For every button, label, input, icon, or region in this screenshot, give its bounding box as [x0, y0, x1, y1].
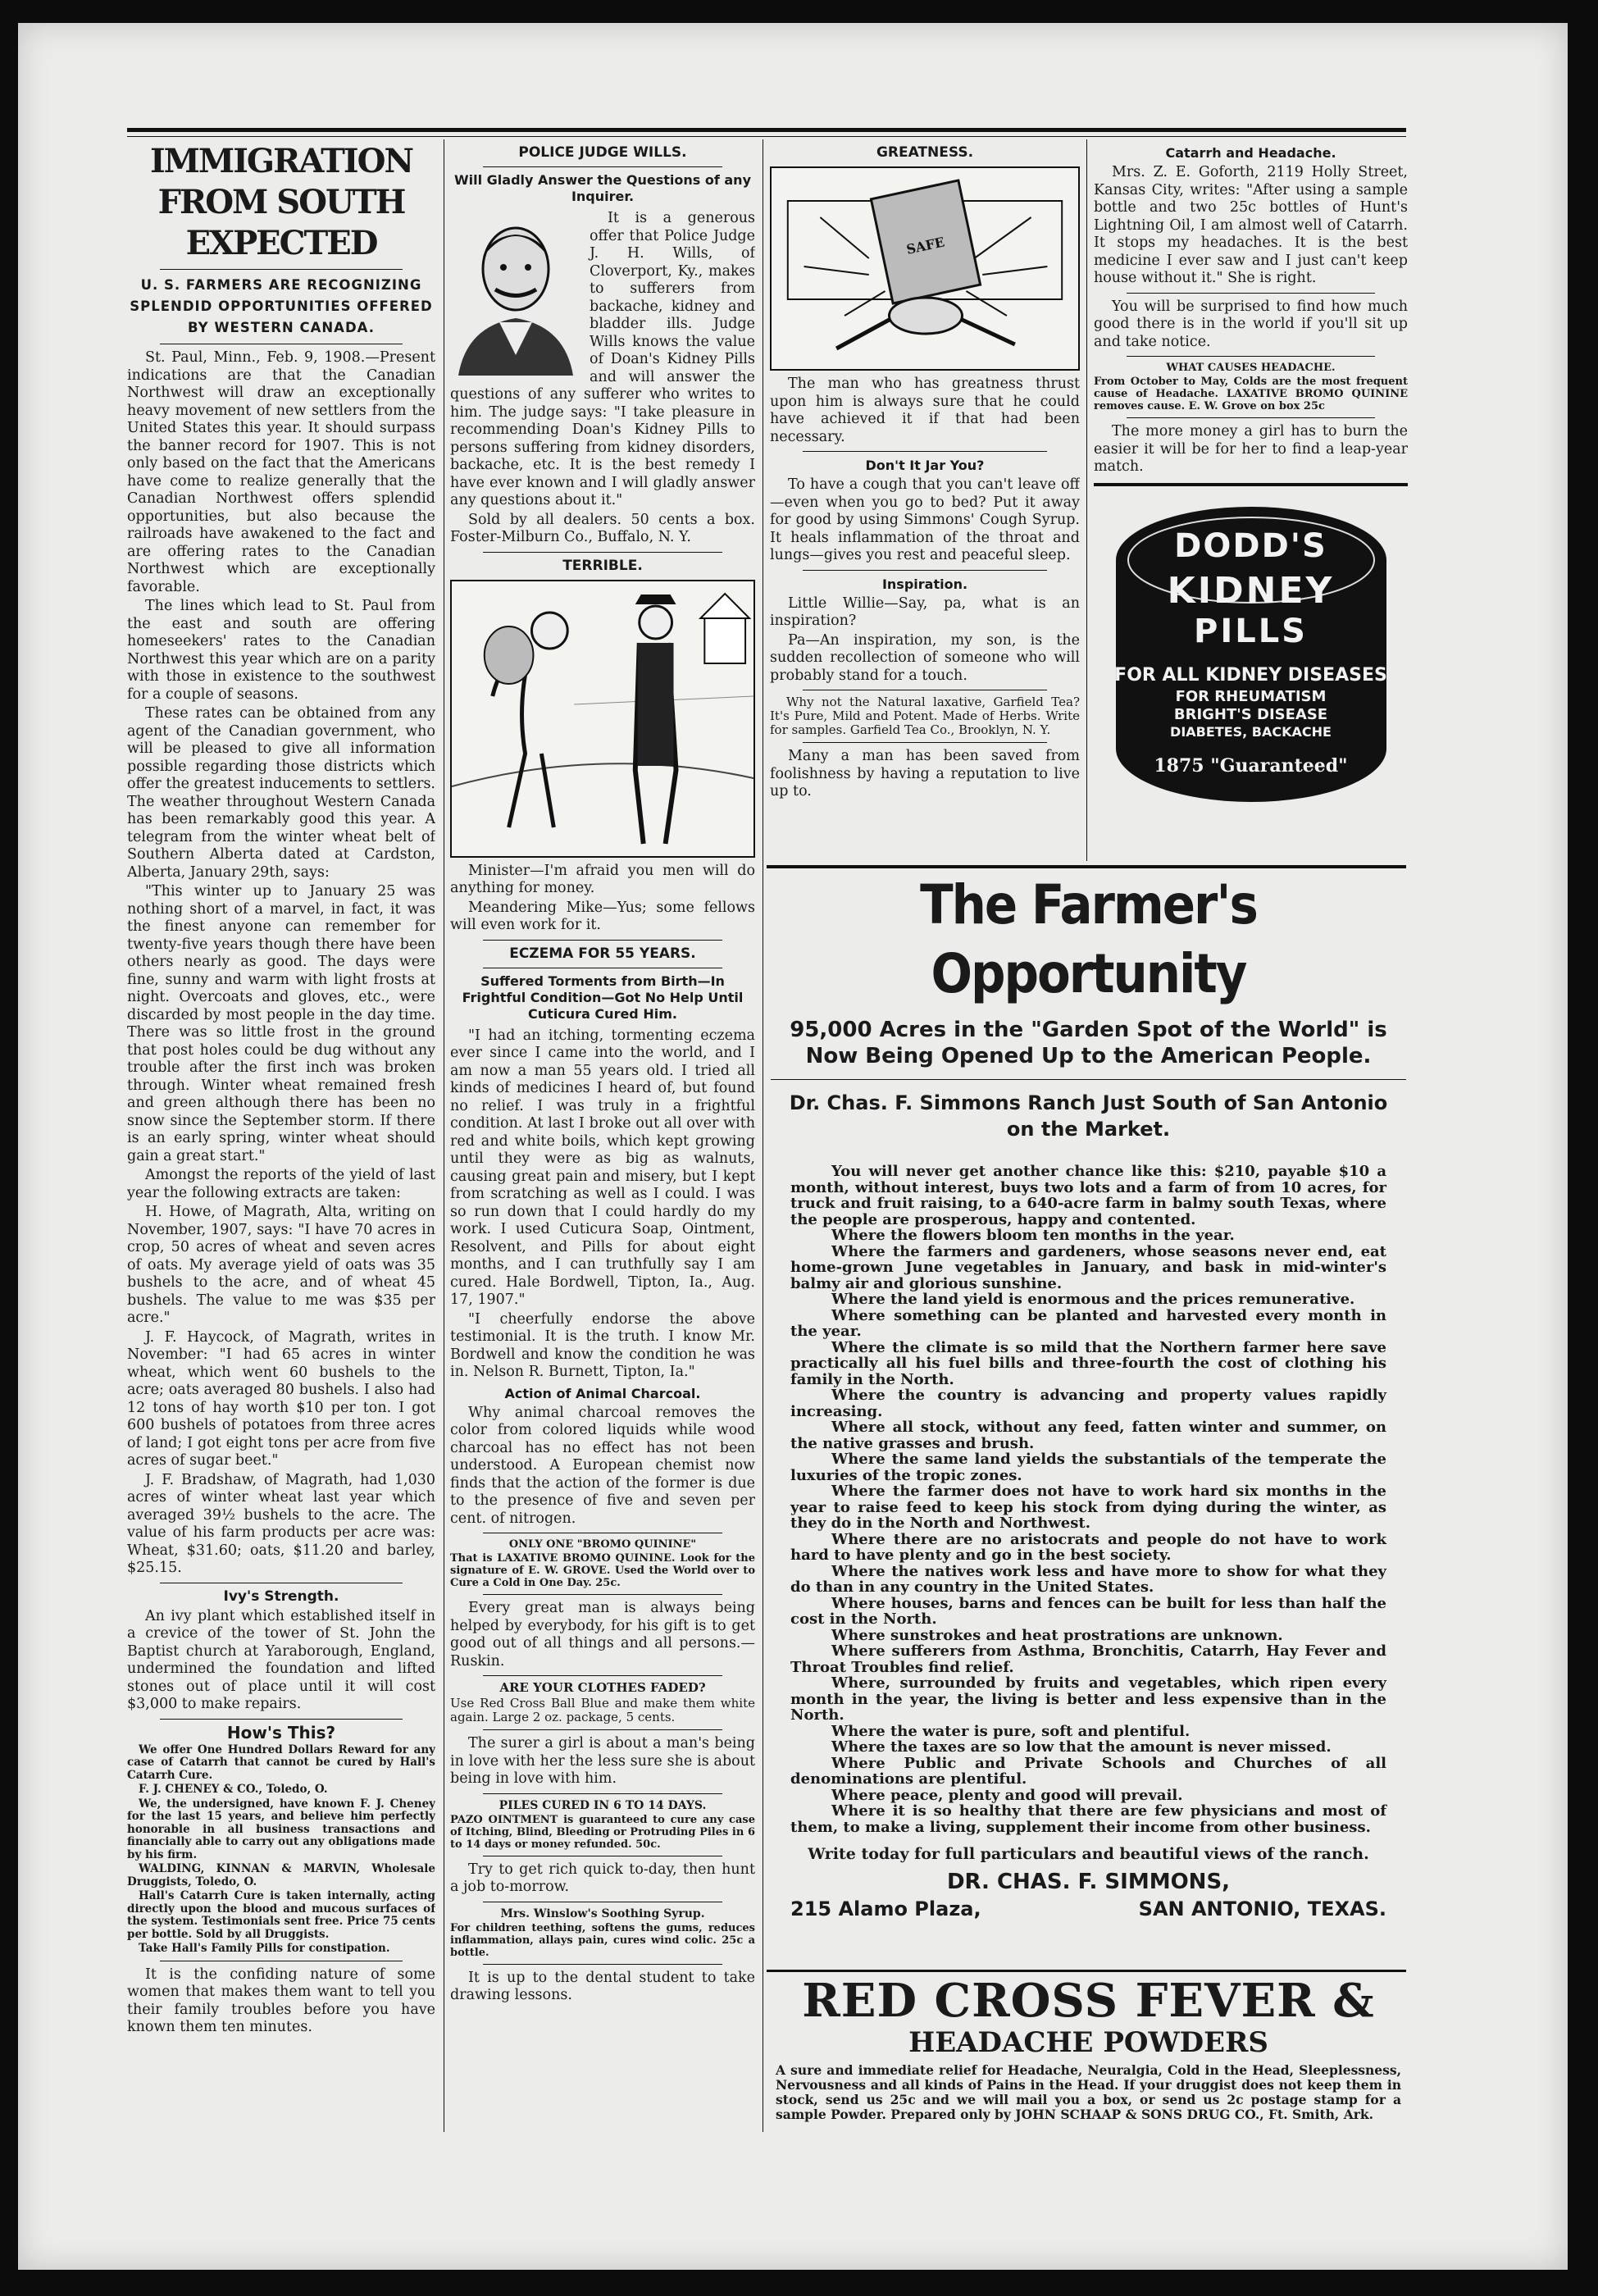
divider: [160, 1719, 403, 1720]
divider: [483, 166, 722, 167]
farmer-ad-intro: You will never get another chance like this: $210, payable $10 a month, without interest, buys two lots and a farm of from 10 acres, for truck and fruit raising, to a 640-acre farm in balmy south Texas, where the people are prosperous, happy and contented.: [790, 1163, 1386, 1228]
ivy-text: An ivy plant which established itself in a crevice of the tower of St. John the Baptist church at Yaraborough, England, undermined the foundation and lifted stones out of place until it will cost $3,000 to make repairs.: [127, 1607, 435, 1712]
terrible-illustration: [450, 580, 755, 858]
greatness-text: The man who has greatness thrust upon him is always sure that he could have achieved it if that had been necessary.: [770, 376, 1080, 445]
immigration-subhead: U. S. FARMERS ARE RECOGNIZING SPLENDID OPPORTUNITIES OFFERED BY WESTERN CANADA.: [130, 277, 433, 335]
charcoal-heading: Action of Animal Charcoal.: [504, 1385, 701, 1401]
greatness-illustration: [770, 166, 1080, 371]
farmer-ad-name: DR. CHAS. F. SIMMONS,: [946, 1870, 1231, 1894]
hows-this-paragraph: WALDING, KINNAN & MARVIN, Wholesale Druggists, Toledo, O.: [127, 1862, 435, 1888]
farmer-ad-address: [790, 1897, 1386, 1920]
ivy-heading: Ivy's Strength.: [223, 1588, 339, 1605]
farmer-where-item: Where something can be planted and harvested every month in the year.: [790, 1306, 1386, 1340]
farmer-ad-subtitle: 95,000 Acres in the "Garden Spot of the World" is Now Being Opened Up to the American People.: [790, 1018, 1387, 1068]
judge-portrait: [450, 212, 581, 376]
immigration-body: [127, 349, 435, 1578]
redcross-title2: HEADACHE POWDERS: [908, 2026, 1268, 2059]
farmer-where-item: Where the same land yields the substantials of the temperate the luxuries of the tropic zones.: [790, 1451, 1386, 1484]
piles-heading: PILES CURED IN 6 TO 14 DAYS.: [499, 1798, 707, 1812]
confiding-text: It is the confiding nature of some women that makes them want to tell you their family troubles before you have known them ten minutes.: [127, 1966, 435, 2035]
top-rule: [127, 128, 1406, 132]
divider: [483, 1793, 722, 1794]
divider: [803, 570, 1047, 571]
eczema-heading: ECZEMA FOR 55 YEARS.: [509, 945, 696, 962]
bromo-text: That is LAXATIVE BROMO QUININE. Look for the signature of E. W. GROVE. Used the World over to Cure a Cold in One Day. 25c.: [450, 1552, 755, 1589]
hows-this-paragraph: F. J. CHENEY & CO., Toledo, O.: [139, 1783, 328, 1796]
hows-this-paragraph: Take Hall's Family Pills for constipation.: [139, 1942, 390, 1955]
inspiration-paragraph: Pa—An inspiration, my son, is the sudden recollection of someone who will probably stand for a touch.: [770, 631, 1080, 684]
top-rule-thin: [127, 136, 1406, 137]
divider: [483, 1964, 722, 1965]
eczema-subhead: Suffered Torments from Birth—In Frightful Condition—Got No Help Until Cuticura Cured Him.: [462, 973, 744, 1022]
redcross-text: A sure and immediate relief for Headache, Neuralgia, Cold in the Head, Sleeplessness, Nervousness and all kinds of Pains in the Head. If your druggist does not keep them in stock, send us 25c and we will mail you a box, or send us 2c postage stamp for a sample Powder. Prepared only by JOHN SCHAAP & SONS DRUG CO., Ft. Smith, Ark.: [776, 2062, 1401, 2122]
police-judge-block: [450, 210, 755, 547]
divider: [483, 552, 722, 553]
charcoal-text: Why animal charcoal removes the color from colored liquids while wood charcoal has no effect has not been understood. A European chemist now finds that the action of the former is due to the presence of five and seven per cent. of nitrogen.: [450, 1404, 755, 1527]
dodds-footer: 1875 "Guaranteed": [1154, 754, 1348, 777]
immigration-paragraph: H. Howe, of Magrath, Alta, writing on November, 1907, says: "I have 70 acres in crop, 50 acres of wheat and seven acres of oats. My average yield of oats was 35 bushels to the acre, and of wheat 45 bushels. The value to me was $35 per acre.": [127, 1204, 435, 1326]
hows-this-body: [127, 1744, 435, 1956]
causes-heading: WHAT CAUSES HEADACHE.: [1166, 362, 1336, 374]
greatness-heading: GREATNESS.: [876, 144, 974, 161]
causes-text: From October to May, Colds are the most frequent cause of Headache. LAXATIVE BROMO QUININE removes cause. E. W. Grove on box 25c: [1094, 376, 1408, 412]
leap-text: The more money a girl has to burn the easier it will be for her to find a leap-year match.: [1094, 423, 1408, 475]
tramp-and-minister-icon: [452, 581, 753, 856]
police-judge-paragraph: It is a generous offer that Police Judge J. H. Wills, of Cloverport, Ky., makes to sufferers from backache, kidney and bladder ills. Judge Wills knows the value of Doan's Kidney Pills and will answer the questions of any sufferer who writes to him. The judge says: "I take pleasure in recommending Doan's Kidney Pills to persons suffering from kidney disorders, backache, etc. It is the best remedy I have ever known and I will gladly answer any questions about it.": [450, 210, 755, 508]
catarrh-text: Mrs. Z. E. Goforth, 2119 Holly Street, Kansas City, writes: "After using a sample bottle and two 25c bottles of Hunt's Lightning Oil, I am almost well of Catarrh. It stops my headaches. It is the best medicine I ever saw and I just can't keep house without it." She is right.: [1094, 164, 1408, 286]
surer-text: The surer a girl is about a man's being in love with her the less sure she is about being in love with him.: [450, 1735, 755, 1787]
hows-this-heading: How's This?: [226, 1722, 336, 1742]
eczema-body: [450, 1027, 755, 1382]
immigration-paragraph: The lines which lead to St. Paul from the east and south are offering homeseekers' rates to the Canadian Northwest this year which are on a parity with those in existence to the southwest for a couple of seasons.: [127, 598, 435, 703]
crushed-man-icon: [772, 168, 1078, 369]
police-judge-paragraph: Sold by all dealers. 50 cents a box. Foster-Milburn Co., Buffalo, N. Y.: [450, 511, 755, 545]
farmer-where-item: Where the climate is so mild that the Northern farmer here save practically all his fuel bills and three-fourth the cost of clothing his family in the North.: [790, 1338, 1386, 1388]
farmer-where-item: Where the natives work less and have more to show for what they do than in any country in the United States.: [790, 1562, 1386, 1596]
catarrh-heading: Catarrh and Headache.: [1165, 145, 1336, 161]
terrible-paragraph: Minister—I'm afraid you men will do anything for money.: [450, 862, 755, 896]
farmer-ad: [771, 871, 1406, 1966]
farmer-where-item: Where the farmer does not have to work hard six months in the year to raise feed to keep his stock from dying during the winter, as they do in the North and Northwest.: [790, 1483, 1386, 1532]
immigration-headline: IMMIGRATION FROM SOUTH EXPECTED: [149, 142, 413, 262]
farmer-where-item: Where the taxes are so low that the amount is never missed.: [831, 1738, 1332, 1756]
eczema-paragraph: "I had an itching, tormenting eczema ever since I came into the world, and I am now a man 55 years old. I tried all kinds of medicines I heard of, but found no relief. I was truly in a frightful condition. At last I broke out all over with red and white boils, which kept growing until they were as big as walnuts, causing great pain and misery, but I kept from scratching as well as I could. I was so run down that I could hardly do my work. I used Cuticura Soap, Ointment, Resolvent, and Pills for about eight months, and I can truthfully say I am cured. Hale Bordwell, Tipton, Ia., Aug. 17, 1907.": [450, 1027, 755, 1308]
dodds-band2: FOR RHEUMATISM: [1175, 687, 1327, 705]
clothes-text: Use Red Cross Ball Blue and make them white again. Large 2 oz. package, 5 cents.: [450, 1696, 755, 1724]
column-4: [1094, 141, 1408, 863]
farmer-where-item: Where the farmers and gardeners, whose seasons never end, eat home-grown June vegetables in January, and bask in mid-winter's balmy air and glorious sunshine.: [790, 1242, 1386, 1292]
surprised-text: You will be surprised to find how much good there is in the world if you'll sit up and take notice.: [1094, 298, 1408, 350]
divider: [1127, 293, 1375, 294]
farmer-where-item: Where the land yield is enormous and the prices remunerative.: [831, 1291, 1355, 1308]
column-divider-3: [1086, 139, 1087, 861]
divider: [803, 742, 1047, 743]
farmer-where-item: Where the country is advancing and property values rapidly increasing.: [790, 1387, 1386, 1420]
column-2: [450, 141, 755, 2134]
farmer-ad-write: Write today for full particulars and beautiful views of the ranch.: [808, 1845, 1369, 1863]
immigration-paragraph: St. Paul, Minn., Feb. 9, 1908.—Present indications are that the Canadian Northwest will draw an exceptionally heavy movement of new settlers from the United States this year. It should surpass the banner record for 1907. This is not only based on the fact that the Americans have come to realize generally that the Canadian Northwest offers splendid opportunities, but also because the railroads have awakened to the fact and are offering rates to the Canadian Northwest which are exceptionally favorable.: [127, 349, 435, 595]
farmer-ad-address-left: 215 Alamo Plaza,: [790, 1897, 981, 1920]
dodds-line2: KIDNEY: [1167, 569, 1335, 612]
svg-text:SAFE: SAFE: [904, 234, 946, 257]
divider: [803, 451, 1047, 452]
rich-text: Try to get rich quick to-day, then hunt a job to-morrow.: [450, 1861, 755, 1895]
divider: [160, 269, 403, 270]
farmer-where-item: Where sufferers from Asthma, Bronchitis, Catarrh, Hay Fever and Throat Troubles find relief.: [790, 1642, 1386, 1676]
immigration-paragraph: J. F. Haycock, of Magrath, writes in November: "I had 65 acres in winter wheat, which went 60 bushels to the acre; oats averaged 80 bushels. I also had 12 tons of hay worth $10 per ton. I got 600 bushels of potatoes from three acres of land; I got eight tons per acre from five acres of sugar beet.": [127, 1328, 435, 1469]
farmer-where-item: Where peace, plenty and good will prevail.: [831, 1786, 1183, 1804]
column-3: [770, 141, 1080, 863]
hows-this-paragraph: We offer One Hundred Dollars Reward for any case of Catarrh that cannot be cured by Hall's Catarrh Cure.: [127, 1742, 435, 1782]
dodds-band4: DIABETES, BACKACHE: [1170, 723, 1332, 740]
farmer-ad-top-rule: [767, 865, 1406, 868]
divider: [1127, 417, 1375, 418]
farmer-ad-ranch: Dr. Chas. F. Simmons Ranch Just South of San Antonio on the Market.: [789, 1091, 1388, 1141]
immigration-paragraph: J. F. Bradshaw, of Magrath, had 1,030 acres of winter wheat last year which averaged 39½ bushels to the acre. The value of his farm products per acre was: Wheat, $31.60; oats, $11.20 and barley, $25.15.: [127, 1471, 435, 1576]
redcross-ad: [771, 1975, 1406, 2139]
foolish-text: Many a man has been saved from foolishness by having a reputation to live up to.: [770, 748, 1080, 800]
farmer-where-item: Where Public and Private Schools and Churches of all denominations are plentiful.: [790, 1754, 1386, 1788]
farmer-where-item: Where it is so healthy that there are few physicians and most of them, to make a living, supplement their income from other business.: [790, 1802, 1386, 1836]
judge-portrait-icon: [450, 212, 581, 376]
divider: [483, 1675, 722, 1676]
dodds-band3: BRIGHT'S DISEASE: [1173, 705, 1328, 723]
terrible-body: [450, 863, 755, 935]
terrible-heading: TERRIBLE.: [562, 557, 643, 574]
piles-text: PAZO OINTMENT is guaranteed to cure any case of Itching, Blind, Bleeding or Protruding Piles in 6 to 14 days or money refunded. 50c.: [450, 1813, 755, 1851]
dodds-ad: [1108, 494, 1395, 806]
inspiration-body: [770, 595, 1080, 686]
eczema-paragraph: "I cheerfully endorse the above testimonial. It is the truth. I know Mr. Bordwell and know the condition he was in. Nelson R. Burnett, Tipton, Ia.": [450, 1310, 755, 1380]
jar-text: To have a cough that you can't leave off—even when you go to bed? Put it away for good by using Simmons' Cough Syrup. It heals inflammation of the throat and lungs—gives you rest and peaceful sleep.: [770, 476, 1080, 563]
garfield-text: Why not the Natural laxative, Garfield Tea? It's Pure, Mild and Potent. Made of Herbs. Write for samples. Garfield Tea Co., Brooklyn, N. Y.: [770, 695, 1080, 737]
dental-text: It is up to the dental student to take drawing lessons.: [450, 1969, 755, 2003]
ruskin-text: Every great man is always being helped by everybody, for his gift is to get good out of all things and all persons.—Ruskin.: [450, 1600, 755, 1670]
inspiration-paragraph: Little Willie—Say, pa, what is an inspiration?: [770, 594, 1080, 629]
divider: [1094, 483, 1408, 486]
divider: [1127, 356, 1375, 357]
farmer-where-item: Where the flowers bloom ten months in the year.: [831, 1227, 1235, 1244]
farmer-where-item: Where the water is pure, soft and plentiful.: [831, 1722, 1191, 1740]
dodds-line1: DODD'S: [1174, 526, 1327, 565]
hows-this-paragraph: Hall's Catarrh Cure is taken internally, acting directly upon the blood and mucous surfaces of the system. Testimonials sent free. Price 75 cents per bottle. Sold by all Druggists.: [127, 1889, 435, 1941]
divider: [483, 940, 722, 941]
clothes-heading: ARE YOUR CLOTHES FADED?: [499, 1680, 706, 1695]
column-1: [127, 141, 435, 2134]
farmer-where-item: Where all stock, without any feed, fatten winter and summer, on the native grasses and brush.: [790, 1419, 1386, 1452]
farmer-where-item: Where houses, barns and fences can be built for less than half the cost in the North.: [790, 1594, 1386, 1628]
redcross-ad-top-rule: [767, 1970, 1406, 1972]
police-judge-heading: POLICE JUDGE WILLS.: [518, 144, 687, 161]
farmer-where-item: Where, surrounded by fruits and vegetables, which ripen every month in the year, the living is better and less expensive than in the North.: [790, 1674, 1386, 1724]
dodds-band1: FOR ALL KIDNEY DISEASES: [1114, 664, 1387, 686]
winslow-text: For children teething, softens the gums, reduces inflammation, allays pain, cures wind colic. 25c a bottle.: [450, 1921, 755, 1959]
terrible-paragraph: Meandering Mike—Yus; some fellows will even work for it.: [450, 899, 755, 933]
farmer-ad-body: [771, 1164, 1406, 1920]
divider: [771, 1079, 1406, 1080]
farmer-ad-title: The Farmer's Opportunity: [920, 873, 1257, 1005]
farmer-ad-wheres: [790, 1228, 1386, 1835]
bromo-heading: ONLY ONE "BROMO QUININE": [508, 1538, 697, 1551]
dodds-line3: PILLS: [1194, 612, 1308, 650]
redcross-title: RED CROSS FEVER &: [802, 1975, 1375, 2028]
hows-this-paragraph: We, the undersigned, have known F. J. Cheney for the last 15 years, and believe him perfectly honorable in all business transactions and financially able to carry out any obligations made by his firm.: [127, 1797, 435, 1861]
jar-heading: Don't It Jar You?: [865, 458, 985, 473]
winslow-heading: Mrs. Winslow's Soothing Syrup.: [500, 1906, 705, 1920]
immigration-paragraph: These rates can be obtained from any agent of the Canadian government, who will be pleased to give all information possible regarding those districts which offer the greatest inducements to settlers. The weather throughout Western Canada has been remarkably good this year. A telegram from the winter wheat belt of Southern Alberta dated at Cardston, Alberta, January 29th, says:: [127, 705, 435, 881]
divider: [483, 1729, 722, 1730]
farmer-ad-address-right: SAN ANTONIO, TEXAS.: [1138, 1897, 1386, 1920]
immigration-paragraph: "This winter up to January 25 was nothing short of a marvel, in fact, it was the finest anyone can remember for twenty-five years though there have been others nearly as good. The days were fine, sunny and warm with light frosts at night. Overcoats and gloves, etc., were discarded by most people in the day time. There was so little frost in the ground that post holes could be dug without any trouble after the first inch was broken through. Winter wheat remained fresh and green although there has been no snow since the September storm. If there is an early spring, winter wheat should gain a great start.": [127, 883, 435, 1164]
farmer-where-item: Where sunstrokes and heat prostrations are unknown.: [831, 1626, 1283, 1644]
inspiration-heading: Inspiration.: [881, 576, 968, 592]
farmer-where-item: Where there are no aristocrats and people do not have to work hard to have plenty and go in the best society.: [790, 1530, 1386, 1564]
police-judge-subhead: Will Gladly Answer the Questions of any Inquirer.: [454, 172, 751, 204]
divider: [483, 1594, 722, 1595]
immigration-paragraph: Amongst the reports of the yield of last year the following extracts are taken:: [127, 1167, 435, 1201]
